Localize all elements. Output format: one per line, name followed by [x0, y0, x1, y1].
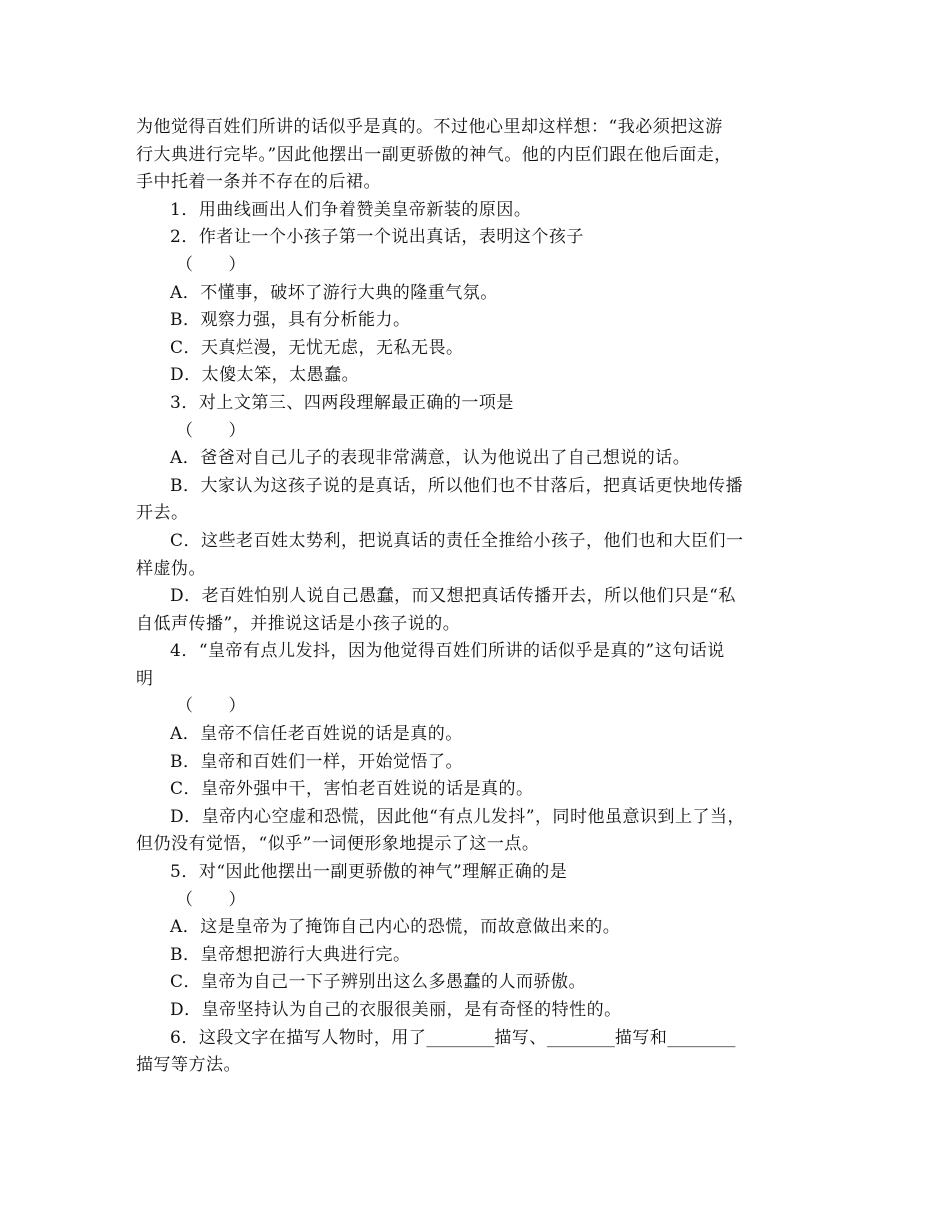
question-4-option-d-cont: 但仍没有觉悟，“似乎”一词便形象地提示了这一点。	[136, 834, 540, 855]
question-3-option-b: B．大家认为这孩子说的是真话，所以他们也不甘落后，把真话更快地传播	[170, 475, 743, 496]
passage-line: 手中托着一条并不存在的后裙。	[136, 172, 381, 193]
question-3-option-c-cont: 样虚伪。	[136, 558, 206, 579]
question-2-option-a: A．不懂事，破坏了游行大典的隆重气氛。	[170, 282, 498, 303]
question-3-option-d-cont: 自低声传播”，并推说这话是小孩子说的。	[136, 613, 461, 634]
fill-blank: ________	[667, 1027, 736, 1048]
question-6-text: 6．这段文字在描写人物时，用了	[170, 1027, 427, 1048]
question-5-option-d: D．皇帝坚持认为自己的衣服很美丽，是有奇怪的特性的。	[170, 1000, 622, 1020]
document-body	[136, 114, 826, 1080]
question-5-option-a: A．这是皇帝为了掩饰自己内心的恐慌，而故意做出来的。	[170, 917, 621, 938]
question-5-answer-parens: （ ）	[176, 889, 246, 910]
question-2-stem: 2．作者让一个小孩子第一个说出真话，表明这个孩子	[170, 227, 584, 248]
question-3-option-b-cont: 开去。	[136, 503, 189, 524]
passage-line: 行大典进行完毕。”因此他摆出一副更骄傲的神气。他的内臣们跟在他后面走，	[136, 144, 732, 165]
question-6-stem-cont: 描写等方法。	[136, 1055, 241, 1076]
question-2-option-c: C．天真烂漫，无忧无虑，无私无畏。	[170, 337, 464, 358]
question-6-text: 描写、	[494, 1027, 547, 1048]
question-4-answer-parens: （ ）	[176, 696, 246, 717]
question-3-answer-parens: （ ）	[176, 420, 246, 441]
question-4-option-a: A．皇帝不信任老百姓说的话是真的。	[170, 724, 463, 745]
question-6-text: 描写和	[614, 1027, 668, 1048]
question-4-option-d: D．皇帝内心空虚和恐慌，因此他“有点儿发抖”，同时他虽意识到上了当，	[170, 806, 746, 827]
question-2-option-b: B．观察力强，具有分析能力。	[170, 310, 411, 331]
question-4-stem: 4．“皇帝有点儿发抖，因为他觉得百姓们所讲的话似乎是真的”这句话说	[170, 641, 725, 662]
question-5-stem: 5．对“因此他摆出一副更骄傲的神气”理解正确的是	[170, 862, 568, 883]
question-4-option-b: B．皇帝和百姓们一样，开始觉悟了。	[170, 751, 463, 772]
question-5-option-b: B．皇帝想把游行大典进行完。	[170, 944, 411, 965]
question-3-option-d: D．老百姓怕别人说自己愚蠢，而又想把真话传播开去，所以他们只是“私	[170, 586, 736, 607]
question-3-option-c: C．这些老百姓太势利，把说真话的责任全推给小孩子，他们也和大臣们一	[170, 530, 744, 551]
fill-blank: ________	[546, 1027, 615, 1048]
question-3-stem: 3．对上文第三、四两段理解最正确的一项是	[170, 392, 514, 413]
question-1: 1．用曲线画出人们争着赞美皇帝新装的原因。	[170, 199, 532, 220]
question-6-stem	[136, 1025, 826, 1053]
passage-line: 为他觉得百姓们所讲的话似乎是真的。不过他心里却这样想：“我必须把这游	[136, 117, 723, 137]
question-2-answer-parens: （ ）	[176, 254, 246, 275]
question-4-stem-cont: 明	[136, 668, 154, 689]
question-4-option-c: C．皇帝外强中干，害怕老百姓说的话是真的。	[170, 779, 534, 800]
question-3-option-a: A．爸爸对自己儿子的表现非常满意，认为他说出了自己想说的话。	[170, 448, 691, 469]
question-2-option-d: D．太傻太笨，太愚蠢。	[170, 365, 360, 386]
fill-blank: ________	[426, 1027, 495, 1048]
question-5-option-c: C．皇帝为自己一下子辨别出这么多愚蠢的人而骄傲。	[170, 972, 587, 993]
